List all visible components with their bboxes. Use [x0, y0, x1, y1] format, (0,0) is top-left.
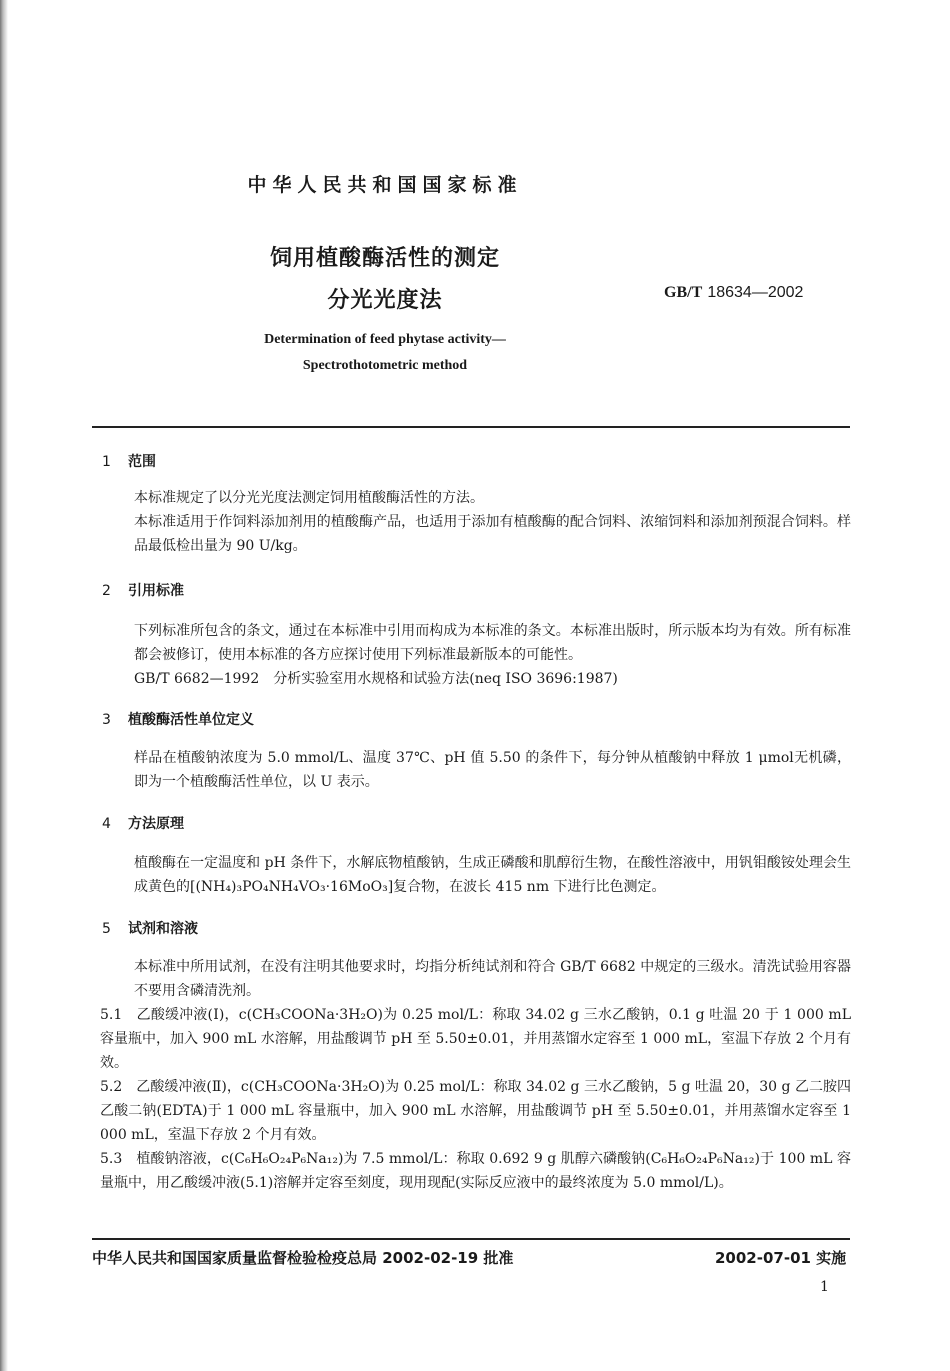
paragraph: 本标准规定了以分光光度法测定饲用植酸酶活性的方法。 [134, 490, 484, 506]
scan-edge-shadow [0, 0, 8, 1371]
paragraph: 本标准适用于作饲料添加剂用的植酸酶产品，也适用于添加有植酸酶的配合饲料、浓缩饲料和添加剂预混合饲料。样品最低检出量为 90 U/kg。 [134, 514, 851, 554]
section-2-body [100, 619, 851, 691]
page-number: 1 [820, 1279, 829, 1295]
national-standard-heading: 中华人民共和国国家标准 [247, 174, 523, 196]
standard-code [664, 282, 803, 302]
effective-date: 2002-07-01 实施 [715, 1249, 847, 1267]
clause-5-2: 5.2 乙酸缓冲液(Ⅱ)，c(CH₃COONa·3H₂O)为 0.25 mol/L：称取 34.02 g 三水乙酸钠，5 g 吐温 20，30 g 乙二胺四乙酸二钠(EDTA)于 1 000 mL 容量瓶中，加入 900 mL 水溶解，用盐酸调节 pH 至 5.50±0.01，并用蒸馏水定容至 1 000 mL，室温下存放 2 个月有效。 [100, 1079, 851, 1143]
section-title: 引用标准 [128, 583, 184, 599]
title-line-1: 饲用植酸酶活性的测定 [269, 246, 500, 271]
section-1-body [100, 486, 851, 558]
paragraph: 样品在植酸钠浓度为 5.0 mmol/L、温度 37℃、pH 值 5.50 的条件下，每分钟从植酸钠中释放 1 μmol无机磷，即为一个植酸酶活性单位，以 U 表示。 [134, 750, 851, 790]
clause-5-3: 5.3 植酸钠溶液，c(C₆H₆O₂₄P₆Na₁₂)为 7.5 mmol/L：称取 0.692 9 g 肌醇六磷酸钠(C₆H₆O₂₄P₆Na₁₂)于 100 mL 容量瓶中，用乙酸缓冲液(5.1)溶解并定容至刻度，现用现配(实际反应液中的最终浓度为 5.0 mmol/L)。 [100, 1151, 851, 1191]
section-number: 2 [102, 583, 111, 599]
section-2-heading [102, 580, 184, 600]
section-number: 1 [102, 454, 111, 470]
clause-5-1: 5.1 乙酸缓冲液(Ⅰ)，c(CH₃COONa·3H₂O)为 0.25 mol/L：称取 34.02 g 三水乙酸钠，0.1 g 吐温 20 于 1 000 mL 容量瓶中，加入 900 mL 水溶解，用盐酸调节 pH 至 5.50±0.01，并用蒸馏水定容至 1 000 mL，室温下存放 2 个月有效。 [100, 1007, 851, 1071]
paragraph: 下列标准所包含的条文，通过在本标准中引用而构成为本标准的条文。本标准出版时，所示版本均为有效。所有标准都会被修订，使用本标准的各方应探讨使用下列标准最新版本的可能性。 [134, 623, 851, 663]
approval-line: 中华人民共和国国家质量监督检验检疫总局 2002-02-19 批准 [92, 1249, 514, 1267]
section-title: 试剂和溶液 [128, 921, 198, 937]
title-line-2: 分光光度法 [327, 288, 443, 313]
section-title: 范围 [128, 454, 156, 470]
standard-code-number: 18634—2002 [707, 284, 804, 301]
english-title-line-2: Spectrothotometric method [302, 358, 468, 373]
referenced-standard: GB/T 6682—1992 分析实验室用水规格和试验方法(neq ISO 3696:1987) [134, 671, 618, 687]
footer-rule [92, 1238, 850, 1240]
english-title-line-1: Determination of feed phytase activity— [264, 332, 506, 347]
paragraph: 本标准中所用试剂，在没有注明其他要求时，均指分析纯试剂和符合 GB/T 6682 中规定的三级水。清洗试验用容器不要用含磷清洗剂。 [134, 959, 851, 999]
section-4-heading [102, 813, 184, 833]
section-5-heading [102, 918, 198, 938]
section-title: 方法原理 [128, 816, 184, 832]
section-number: 5 [102, 921, 111, 937]
paragraph: 植酸酶在一定温度和 pH 条件下，水解底物植酸钠，生成正磷酸和肌醇衍生物，在酸性溶液中，用钒钼酸铵处理会生成黄色的[(NH₄)₃PO₄NH₄VO₃·16MoO₃]复合物，在波长 415 nm 下进行比色测定。 [134, 855, 851, 895]
standard-code-prefix: GB/T [664, 284, 703, 301]
section-3-heading [102, 709, 254, 729]
section-4-body [100, 851, 851, 899]
section-3-body [100, 746, 851, 794]
section-5-body [100, 955, 851, 1195]
section-number: 4 [102, 816, 111, 832]
header-rule [92, 426, 850, 428]
section-number: 3 [102, 712, 111, 728]
section-1-heading [102, 451, 156, 471]
section-title: 植酸酶活性单位定义 [128, 712, 254, 728]
